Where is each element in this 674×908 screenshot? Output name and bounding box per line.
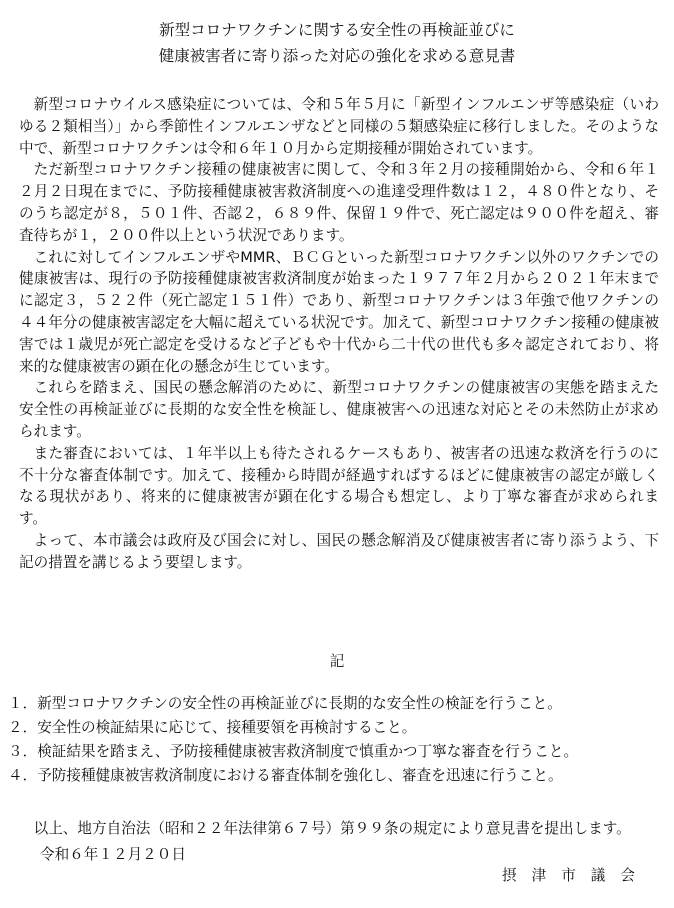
request-item-3: ３．検証結果を踏まえ、予防接種健康被害救済制度で慎重かつ丁寧な審査を行うこと。 bbox=[8, 743, 579, 760]
body-paragraph-4: これらを踏まえ、国民の懸念解消のために、新型コロナワクチンの健康被害の実態を踏まえた安全性の再検証並びに長期的な安全性を検証し、健康被害への迅速な対応とその未然防止が求められます。 bbox=[19, 379, 659, 440]
body-paragraph-1: 新型コロナウイルス感染症については、令和５年５月に「新型インフルエンザ等感染症（いわゆる２類相当）」から季節性インフルエンザなどと同様の５類感染症に移行しました。そのような中で、新型コロナワクチンは令和６年１０月から定期接種が開始されています。 bbox=[19, 96, 659, 157]
closing-text: 以上、地方自治法（昭和２２年法律第６７号）第９９条の規定により意見書を提出します。 bbox=[33, 820, 631, 837]
body-paragraph-5: また審査においては、１年半以上も待たされるケースもあり、被害者の迅速な救済を行うのに不十分な審査体制です。加えて、接種から時間が経過すればするほどに健康被害の認定が厳しくなる現状があり、将来的に健康被害が顕在化する場合も想定し、より丁寧な審査が求められます。 bbox=[19, 444, 659, 528]
document-body bbox=[19, 94, 659, 574]
signer-name: 摂津市議会 bbox=[502, 867, 650, 884]
body-paragraph-6: よって、本市議会は政府及び国会に対し、国民の懸念解消及び健康被害者に寄り添うよう、下記の措置を講じるよう要望します。 bbox=[19, 531, 659, 571]
request-item-list bbox=[8, 692, 658, 788]
document-date: 令和６年１２月２０日 bbox=[40, 846, 186, 863]
document-title-line-2: 健康被害者に寄り添った対応の強化を求める意見書 bbox=[158, 47, 516, 65]
ki-heading: 記 bbox=[329, 653, 345, 670]
request-item-1: １．新型コロナワクチンの安全性の再検証並びに長期的な安全性の検証を行うこと。 bbox=[8, 695, 562, 712]
body-paragraph-2: ただ新型コロナワクチン接種の健康被害に関して、令和３年２月の接種開始から、令和６年１２月２日現在までに、予防接種健康被害救済制度への進達受理件数は１２，４８０件となり、そのうち認定が８，５０１件、否認２，６８９件、保留１９件で、死亡認定は９００件を超え、審査待ちが１，２００件以上という状況であります。 bbox=[19, 161, 659, 244]
closing-statement bbox=[19, 818, 664, 840]
body-paragraph-3: これに対してインフルエンザやMMR、ＢＣＧといった新型コロナワクチン以外のワクチンでの健康被害は、現行の予防接種健康被害救済制度が始まった１９７７年２月から２０２１年末までに認定３，５２２件（死亡認定１５１件）であり、新型コロナワクチンは３年強で他ワクチンの４４年分の健康被害認定を大幅に超えている状況です。加えて、新型コロナワクチン接種の健康被害では１歳児が死亡認定を受けるなど子どもや十代から二十代の世代も多々認定されており、将来的な健康被害の顕在化の懸念が生じています。 bbox=[19, 248, 659, 375]
request-item-2: ２．安全性の検証結果に応じて、接種要領を再検討すること。 bbox=[8, 719, 417, 736]
request-item-4: ４．予防接種健康被害救済制度における審査体制を強化し、審査を迅速に行うこと。 bbox=[8, 767, 563, 784]
document-title-line-1: 新型コロナワクチンに関する安全性の再検証並びに bbox=[159, 21, 515, 39]
